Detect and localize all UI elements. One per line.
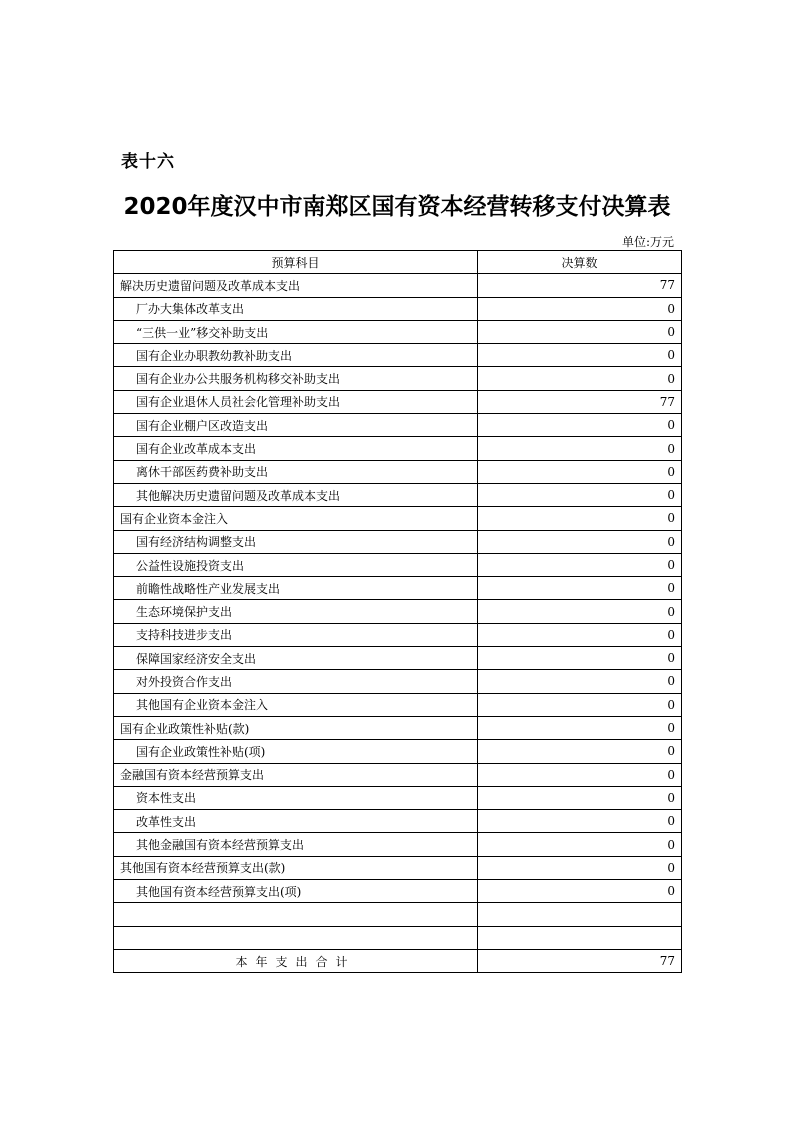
row-amount: 0 bbox=[478, 786, 682, 809]
row-amount: 0 bbox=[478, 367, 682, 390]
table-row bbox=[114, 903, 682, 926]
row-subject: 其他解决历史遗留问题及改革成本支出 bbox=[114, 483, 478, 506]
row-subject: 国有企业棚户区改造支出 bbox=[114, 414, 478, 437]
row-amount: 0 bbox=[478, 437, 682, 460]
table-row bbox=[114, 507, 682, 530]
table-row bbox=[114, 600, 682, 623]
row-amount: 0 bbox=[478, 600, 682, 623]
row-amount: 77 bbox=[478, 390, 682, 413]
row-amount: 0 bbox=[478, 530, 682, 553]
table-row bbox=[114, 344, 682, 367]
row-subject: 前瞻性战略性产业发展支出 bbox=[114, 577, 478, 600]
table-label: 表十六 bbox=[121, 152, 175, 172]
row-subject: 支持科技进步支出 bbox=[114, 623, 478, 646]
row-subject: 国有企业政策性补贴(款) bbox=[114, 716, 478, 739]
table-row bbox=[114, 670, 682, 693]
table-row bbox=[114, 926, 682, 949]
total-row bbox=[114, 949, 682, 972]
table-row bbox=[114, 833, 682, 856]
table-row bbox=[114, 274, 682, 297]
row-subject bbox=[114, 903, 478, 926]
table-row bbox=[114, 880, 682, 903]
row-amount: 0 bbox=[478, 507, 682, 530]
table-row bbox=[114, 763, 682, 786]
row-amount: 0 bbox=[478, 647, 682, 670]
table-row bbox=[114, 437, 682, 460]
table-row bbox=[114, 740, 682, 763]
table-header-row bbox=[114, 251, 682, 274]
row-subject: 改革性支出 bbox=[114, 810, 478, 833]
row-subject: 保障国家经济安全支出 bbox=[114, 647, 478, 670]
table-row bbox=[114, 577, 682, 600]
total-value: 77 bbox=[478, 949, 682, 972]
row-amount: 0 bbox=[478, 670, 682, 693]
table-row bbox=[114, 647, 682, 670]
row-subject: 其他金融国有资本经营预算支出 bbox=[114, 833, 478, 856]
row-subject: 国有企业资本金注入 bbox=[114, 507, 478, 530]
table-row bbox=[114, 320, 682, 343]
row-amount: 0 bbox=[478, 693, 682, 716]
row-subject: 其他国有资本经营预算支出(款) bbox=[114, 856, 478, 879]
table-row bbox=[114, 693, 682, 716]
row-subject bbox=[114, 926, 478, 949]
row-amount bbox=[478, 903, 682, 926]
row-subject: “三供一业”移交补助支出 bbox=[114, 320, 478, 343]
row-subject: 生态环境保护支出 bbox=[114, 600, 478, 623]
header-amount: 决算数 bbox=[478, 251, 682, 274]
table-row bbox=[114, 297, 682, 320]
row-amount: 0 bbox=[478, 344, 682, 367]
row-subject: 公益性设施投资支出 bbox=[114, 553, 478, 576]
row-amount: 0 bbox=[478, 810, 682, 833]
row-subject: 金融国有资本经营预算支出 bbox=[114, 763, 478, 786]
unit-label: 单位:万元 bbox=[621, 235, 674, 249]
table-row bbox=[114, 367, 682, 390]
row-amount: 0 bbox=[478, 460, 682, 483]
table-row bbox=[114, 856, 682, 879]
row-amount: 0 bbox=[478, 740, 682, 763]
row-amount: 0 bbox=[478, 880, 682, 903]
table-row bbox=[114, 390, 682, 413]
row-amount: 0 bbox=[478, 320, 682, 343]
row-subject: 其他国有资本经营预算支出(项) bbox=[114, 880, 478, 903]
table-row bbox=[114, 716, 682, 739]
row-subject: 国有企业办职教幼教补助支出 bbox=[114, 344, 478, 367]
row-subject: 国有经济结构调整支出 bbox=[114, 530, 478, 553]
row-subject: 解决历史遗留问题及改革成本支出 bbox=[114, 274, 478, 297]
table-body bbox=[114, 274, 682, 950]
row-subject: 对外投资合作支出 bbox=[114, 670, 478, 693]
table-row bbox=[114, 786, 682, 809]
table-row bbox=[114, 530, 682, 553]
row-subject: 国有企业改革成本支出 bbox=[114, 437, 478, 460]
row-amount: 0 bbox=[478, 297, 682, 320]
row-amount: 0 bbox=[478, 414, 682, 437]
row-amount bbox=[478, 926, 682, 949]
row-subject: 国有企业政策性补贴(项) bbox=[114, 740, 478, 763]
row-amount: 0 bbox=[478, 763, 682, 786]
total-label: 本年支出合计 bbox=[114, 949, 478, 972]
row-amount: 0 bbox=[478, 833, 682, 856]
row-amount: 0 bbox=[478, 716, 682, 739]
table-row bbox=[114, 623, 682, 646]
row-amount: 0 bbox=[478, 577, 682, 600]
table-row bbox=[114, 553, 682, 576]
row-amount: 0 bbox=[478, 856, 682, 879]
row-subject: 其他国有企业资本金注入 bbox=[114, 693, 478, 716]
document-title: 2020年度汉中市南郑区国有资本经营转移支付决算表 bbox=[123, 194, 671, 220]
row-amount: 0 bbox=[478, 623, 682, 646]
header-subject: 预算科目 bbox=[114, 251, 478, 274]
row-subject: 国有企业办公共服务机构移交补助支出 bbox=[114, 367, 478, 390]
row-subject: 资本性支出 bbox=[114, 786, 478, 809]
table-row bbox=[114, 483, 682, 506]
row-subject: 厂办大集体改革支出 bbox=[114, 297, 478, 320]
budget-table bbox=[113, 250, 682, 973]
table-row bbox=[114, 414, 682, 437]
row-subject: 离休干部医药费补助支出 bbox=[114, 460, 478, 483]
row-subject: 国有企业退休人员社会化管理补助支出 bbox=[114, 390, 478, 413]
table-row bbox=[114, 460, 682, 483]
row-amount: 0 bbox=[478, 483, 682, 506]
row-amount: 77 bbox=[478, 274, 682, 297]
table-row bbox=[114, 810, 682, 833]
row-amount: 0 bbox=[478, 553, 682, 576]
